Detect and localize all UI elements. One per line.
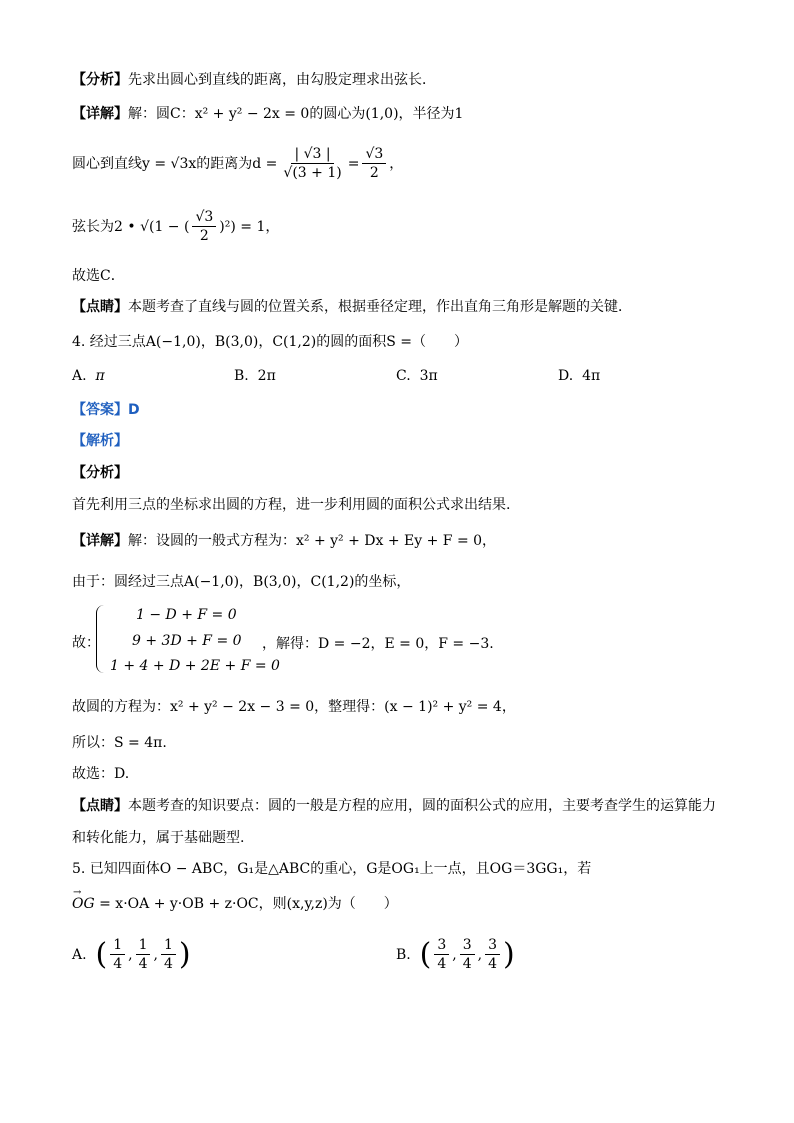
option-label: C.	[396, 368, 411, 384]
fraction-denominator: 4	[437, 956, 447, 972]
chord-fraction	[192, 208, 216, 245]
fraction-numerator: 1	[110, 936, 125, 955]
distance-fraction	[280, 145, 344, 182]
remark-line-2-cont: 和转化能力，属于基础题型.	[72, 830, 245, 846]
vector-equation-text: = x·OA + y·OB + z·OC，则(x,y,z)为（ ）	[99, 896, 398, 912]
result-fraction	[362, 145, 386, 182]
analysis-body: 首先利用三点的坐标求出圆的方程，进一步利用圆的面积公式求出结果.	[72, 497, 511, 513]
equals-sign: =	[347, 155, 360, 172]
system-brace	[96, 605, 109, 673]
option-value: 4π	[582, 368, 601, 384]
choose-c-line: 故选C．	[72, 268, 125, 284]
fraction-denominator: 2	[199, 228, 209, 244]
fraction-denominator: √(3 + 1)	[283, 165, 342, 181]
option-label: B.	[396, 946, 411, 963]
fraction-denominator: 4	[163, 956, 173, 972]
fraction-numerator: 3	[485, 936, 500, 955]
detail-text: 解：圆C：x² + y² − 2x = 0的圆心为(1,0)，半径为1	[128, 106, 464, 122]
section-tag: 【详解】	[72, 106, 128, 122]
detail-line	[72, 104, 463, 124]
analysis-heading: 【分析】	[72, 465, 128, 481]
fraction-denominator: 4	[462, 956, 472, 972]
question-4-stem: 4. 经过三点A(−1,0)，B(3,0)，C(1,2)的圆的面积S =（ ）	[72, 334, 468, 350]
option-value: π	[95, 368, 105, 384]
q4-option-c	[396, 368, 438, 384]
remark-line-2	[72, 796, 716, 816]
fraction-denominator: 4	[113, 956, 123, 972]
area-line: 所以：S = 4π.	[72, 735, 167, 751]
fraction-numerator: 3	[460, 936, 475, 955]
question-5-vector-line	[72, 894, 398, 914]
option-label: A.	[72, 946, 87, 963]
left-paren: (	[95, 937, 108, 972]
remark-line	[72, 297, 632, 317]
fraction-denominator: 4	[138, 956, 148, 972]
distance-suffix: ，	[389, 155, 404, 172]
option-label: A.	[72, 368, 87, 384]
right-paren: )	[503, 937, 515, 972]
option-label: B.	[234, 368, 249, 384]
fraction-numerator: 1	[161, 936, 176, 955]
remark-text: 本题考查的知识要点：圆的一般是方程的应用，圆的面积公式的应用，主要考查学生的运算能力	[128, 798, 716, 814]
fraction-denominator: 2	[369, 165, 379, 181]
q4-option-d	[558, 368, 600, 384]
system-eq-1: 1 − D + F = 0	[136, 607, 237, 623]
left-paren: (	[419, 937, 432, 972]
distance-prefix: 圆心到直线y = √3x的距离为d =	[72, 155, 278, 172]
section-tag: 【点睛】	[72, 299, 128, 315]
option-value: 3π	[419, 368, 438, 384]
solution-label: 【解析】	[72, 433, 128, 449]
remark-text: 本题考查了直线与圆的位置关系，根据垂径定理，作出直角三角形是解题的关键．	[128, 299, 632, 315]
fraction-numerator: √3	[362, 145, 386, 164]
detail-line-2	[72, 531, 496, 551]
right-paren: )	[178, 937, 191, 972]
fraction-numerator: | √3 |	[291, 145, 333, 164]
distance-line	[72, 145, 403, 182]
q5-option-b: B. ( $\frac{3}{4}$ , $\frac{3}{4}$ , $\frac{3}{4}$ )	[396, 937, 515, 972]
fraction-numerator: √3	[192, 208, 216, 227]
q4-option-a	[72, 368, 105, 384]
given-points-line: 由于：圆经过三点A(−1,0)，B(3,0)，C(1,2)的坐标，	[72, 574, 411, 590]
question-5-stem: 5. 已知四面体O − ABC，G₁是△ABC的重心，G是OG₁上一点，且OG＝3GG₁，若	[72, 861, 592, 877]
system-result: ，解得：D = −2，E = 0，F = −3.	[262, 636, 494, 652]
system-eq-2: 9 + 3D + F = 0	[132, 633, 242, 649]
chord-prefix: 弦长为2 • √(1 − (	[72, 218, 190, 235]
answer-label: 【答案】D	[72, 402, 140, 418]
analysis-line	[72, 70, 436, 90]
fraction-numerator: 3	[434, 936, 449, 955]
section-tag: 【分析】	[72, 72, 128, 88]
detail-text: 解：设圆的一般式方程为：x² + y² + Dx + Ey + F = 0，	[128, 533, 497, 549]
system-lead: 故：	[72, 635, 100, 651]
q4-option-b	[234, 368, 276, 384]
chord-line	[72, 208, 279, 245]
chord-suffix: )²) = 1，	[219, 218, 280, 235]
option-label: D.	[558, 368, 574, 384]
analysis-text: 先求出圆心到直线的距离，由勾股定理求出弦长．	[128, 72, 436, 88]
section-tag: 【点睛】	[72, 798, 128, 814]
fraction-denominator: 4	[488, 956, 498, 972]
section-tag: 【详解】	[72, 533, 128, 549]
circle-equation-line: 故圆的方程为：x² + y² − 2x − 3 = 0，整理得：(x − 1)² + y² = 4，	[72, 699, 516, 715]
choose-d-line: 故选：D.	[72, 766, 130, 782]
vector-og: → OG	[72, 894, 95, 914]
fraction-numerator: 1	[136, 936, 151, 955]
system-eq-3: 1 + 4 + D + 2E + F = 0	[110, 658, 280, 674]
q5-option-a: A. ( $\frac{1}{4}$ , $\frac{1}{4}$ , $\frac{1}{4}$ )	[72, 937, 191, 972]
option-value: 2π	[257, 368, 276, 384]
